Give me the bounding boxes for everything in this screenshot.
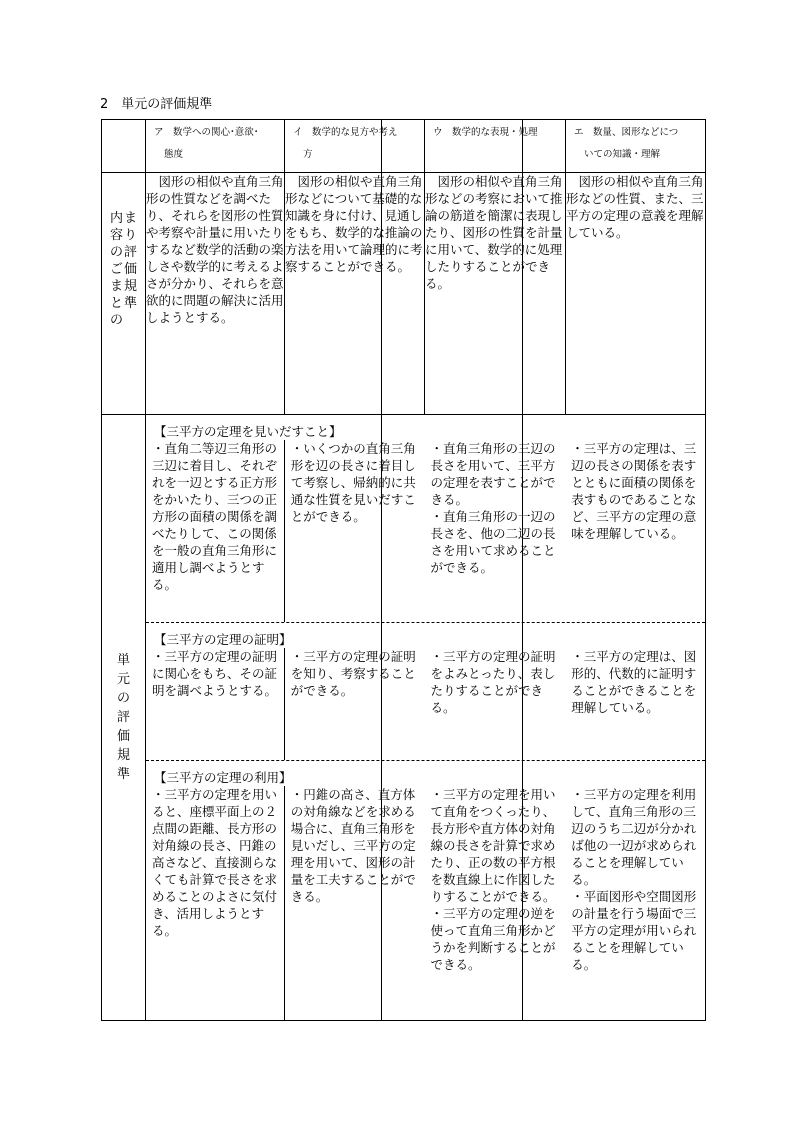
block-application-title: 【三平方の定理の利用】 (154, 770, 292, 785)
block-proof-title: 【三平方の定理の証明】 (154, 632, 292, 647)
vertical-label-char: 元 (116, 672, 130, 687)
corner-cell (102, 120, 146, 173)
block-discover-title: 【三平方の定理を見いだすこと】 (154, 424, 342, 439)
vertical-label-char: の (109, 313, 123, 328)
application-cell-u: ・三平方の定理を用いて直角をつくったり、長方形や直方体の対角線の長さを計算で求めたり、正の数の平方根を数直線上に作図したりすることができる。 ・三平方の定理の逆を使って直角三角形かどうかを判断することができる。 (430, 787, 556, 972)
proof-cell-e: ・三平方の定理は、図形的、代数的に証明することができることを理解している。 (571, 649, 697, 715)
vertical-label-char: 規 (123, 279, 137, 294)
vertical-label-char: と (109, 296, 123, 311)
unit-divider-3-4 (522, 120, 523, 1021)
block-application (146, 760, 705, 1020)
vertical-label-char: ま (123, 211, 137, 226)
block-proof (146, 622, 705, 760)
column-header-e (566, 120, 706, 173)
column-header-a-line2: 態度 (164, 149, 184, 160)
unit-label-text (117, 651, 131, 784)
discover-cell-e: ・三平方の定理は、三辺の長さの関係を表すとともに面積の関係を表すものであることなど、三平方の定理の意味を理解している。 (571, 441, 697, 541)
summary-row (102, 173, 706, 415)
vertical-label-char: ご (109, 262, 123, 277)
vertical-label-char: 価 (116, 729, 130, 744)
unit-divider-2-3 (381, 120, 382, 1021)
column-header-e-line1: エ 数量、図形などにつ (574, 127, 679, 138)
vertical-label-char: り (123, 228, 137, 243)
block-discover (146, 415, 705, 622)
column-header-a (146, 120, 285, 173)
application-cell-e: ・三平方の定理を利用して、直角三角形の三辺のうち二辺が分かれば他の一辺が求められることを理解している。 ・平面図形や空間図形の計量を行う場面で三平方の定理が用いられることを理解している。 (571, 787, 697, 972)
column-header-i (285, 120, 425, 173)
summary-cell-u: 図形の相似や直角三角形などの考察において推論の筋道を簡潔に表現したり、図形の性質を計量に用いて、数学的に処理したりすることができる。 (425, 173, 566, 415)
unit-criteria-area (146, 415, 706, 1021)
section-heading: 2 単元の評価規準 (100, 97, 213, 112)
summary-cell-a: 図形の相似や直角三角形の性質などを調べたり、それらを図形の性質や考察や計量に用いたりするなど数学的活動の楽しさや数学的に考えるよさが分かり、それらを意欲的に問題の解決に活用しようとする。 (146, 173, 285, 415)
vertical-label-char: 準 (116, 767, 130, 782)
summary-cell-i: 図形の相似や直角三角形などについて基礎的な知識を身に付け、見通しをもち、数学的な推論の方法を用いて論理的に考察することができる。 (285, 173, 425, 415)
vertical-label-char: の (116, 691, 130, 706)
column-header-i-line1: イ 数学的な見方や考え (293, 127, 398, 138)
discover-cell-a: ・直角二等辺三角形の三辺に着目し、それぞれを一辺とする正方形をかいたり、三つの正方形の面積の関係を調べたりして、この関係を一般の直角三角形に適用し調べようとする。 (146, 440, 285, 622)
summary-label-col2 (124, 210, 138, 329)
column-header-i-line2: 方 (303, 149, 313, 160)
vertical-label-char: 評 (123, 245, 137, 260)
discover-cell-u: ・直角三角形の三辺の長さを用いて、三平方の定理を表すことができる。 ・直角三角形の一辺の長さを、他の二辺の長さを用いて求めることができる。 (430, 441, 556, 575)
vertical-label-char: 評 (116, 710, 130, 725)
vertical-label-char: 内 (109, 211, 123, 226)
column-header-u (425, 120, 566, 173)
proof-cell-i: ・三平方の定理の証明を知り、考察することができる。 (290, 649, 416, 698)
proof-cell-a: ・三平方の定理の証明に関心をもち、その証明を調べようとする。 (146, 648, 285, 760)
vertical-label-char: ま (109, 279, 123, 294)
proof-cell-u: ・三平方の定理の証明をよみとったり、表したりすることができる。 (430, 649, 556, 715)
evaluation-rubric-table (101, 119, 706, 1021)
column-header-u-line1: ウ 数学的な表現・処理 (433, 127, 538, 138)
discover-cell-i: ・いくつかの直角三角形を辺の長さに着目して考察し、帰納的に共通な性質を見いだすことができる。 (290, 441, 416, 524)
vertical-label-char: 準 (123, 296, 137, 311)
summary-row-label (102, 173, 146, 415)
summary-cell-e: 図形の相似や直角三角形などの性質、また、三平方の定理の意義を理解している。 (566, 173, 706, 415)
header-row (102, 120, 706, 173)
unit-row (102, 415, 706, 1021)
unit-row-label (102, 415, 146, 1021)
vertical-label-char: 規 (116, 748, 130, 763)
vertical-label-char: 価 (123, 262, 137, 277)
vertical-label-char: の (109, 245, 123, 260)
application-cell-i: ・円錐の高さ、直方体の対角線などを求める場合に、直角三角形を見いだし、三平方の定理を用いて、図形の計量を工夫することができる。 (290, 787, 416, 904)
vertical-label-char: 容 (109, 228, 123, 243)
column-header-a-line1: ア 数学への関心･意欲･ (154, 127, 259, 138)
summary-label-col1 (110, 210, 124, 329)
column-header-e-line2: いての知識・理解 (584, 149, 661, 160)
application-cell-a: ・三平方の定理を用いると、座標平面上の２点間の距離、長方形の対角線の長さ、円錐の高さなど、直接測らなくても計算で長さを求めることのよさに気付き、活用しようとする。 (146, 786, 285, 1020)
vertical-label-char: 単 (116, 653, 130, 668)
